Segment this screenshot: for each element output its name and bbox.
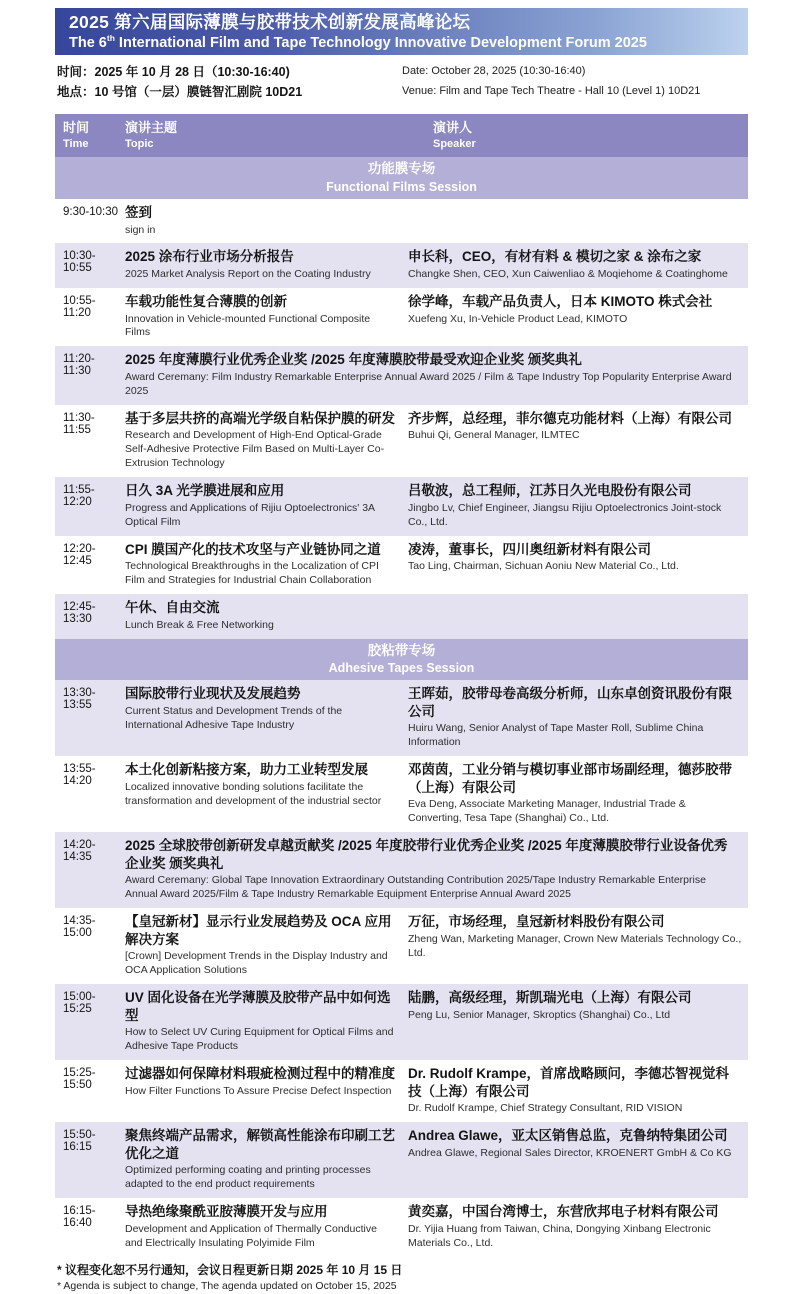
topic-zh: CPI 膜国产化的技术攻坚与产业链协同之道 xyxy=(125,541,381,557)
agenda-row xyxy=(55,199,748,244)
forum-title-en-pre: The 6 xyxy=(69,34,107,51)
row-topic xyxy=(118,204,408,238)
row-speaker xyxy=(408,1127,748,1192)
row-time: 9:30-10:30 xyxy=(63,205,118,218)
agenda-rows xyxy=(55,157,748,1256)
row-speaker xyxy=(408,541,748,588)
topic-zh: 签到 xyxy=(125,204,152,220)
row-topic xyxy=(118,685,408,750)
row-speaker xyxy=(408,989,748,1054)
row-time: 13:30-13:55 xyxy=(63,687,96,712)
speaker-zh: Dr. Rudolf Krampe，首席战略顾问，李德芯智视觉科技（上海）有限公司 xyxy=(408,1066,730,1099)
forum-title-en xyxy=(69,33,734,52)
topic-en: 2025 Market Analysis Report on the Coating Industry xyxy=(125,268,371,280)
row-topic xyxy=(118,541,408,588)
content-column xyxy=(55,8,748,1294)
agenda-row xyxy=(55,1122,748,1198)
speaker-en: Changke Shen, CEO, Xun Caiwenliao & Moqiehome & Coatinghome xyxy=(408,268,728,280)
session-title-en: Functional Films Session xyxy=(326,179,477,194)
speaker-en: Zheng Wan, Marketing Manager, Crown New Materials Technology Co., Ltd. xyxy=(408,932,742,959)
topic-zh: 午休、自由交流 xyxy=(125,600,220,616)
row-topic xyxy=(118,482,408,529)
speaker-zh: 万征，市场经理，皇冠新材料股份有限公司 xyxy=(408,914,665,930)
speaker-zh: 申长科，CEO，有材有料 & 模切之家 & 涂布之家 xyxy=(408,249,702,265)
row-topic xyxy=(118,351,748,398)
topic-en: sign in xyxy=(125,223,156,236)
table-header-speaker-en: Speaker xyxy=(433,138,476,151)
agenda-row xyxy=(55,243,748,288)
speaker-en: Xuefeng Xu, In-Vehicle Product Lead, KIMOTO xyxy=(408,312,628,325)
speaker-en: Dr. Rudolf Krampe, Chief Strategy Consultant, RID VISION xyxy=(408,1102,683,1115)
topic-en: Lunch Break & Free Networking xyxy=(125,618,274,631)
row-time: 15:25-15:50 xyxy=(63,1067,96,1092)
topic-en: [Crown] Development Trends in the Display Industry and OCA Application Solutions xyxy=(125,950,388,977)
topic-en: How to Select UV Curing Equipment for Optical Films and Adhesive Tape Products xyxy=(125,1026,394,1053)
table-header-topic-zh: 演讲主题 xyxy=(125,120,178,135)
footnote-en: * Agenda is subject to change, The agenda updated on October 15, 2025 xyxy=(57,1279,397,1292)
table-header-speaker xyxy=(408,119,748,151)
speaker-en: Buhui Qi, General Manager, ILMTEC xyxy=(408,429,580,442)
topic-zh: 2025 年度薄膜行业优秀企业奖 /2025 年度薄膜胶带最受欢迎企业奖 颁奖典礼 xyxy=(125,352,582,368)
row-time: 15:50-16:15 xyxy=(63,1129,96,1154)
agenda-row xyxy=(55,346,748,404)
speaker-en: Eva Deng, Associate Marketing Manager, Industrial Trade & Converting, Tesa Tape (Shanghai) Co., Ltd. xyxy=(408,798,686,825)
row-speaker xyxy=(408,248,748,282)
row-topic xyxy=(118,761,408,826)
row-time: 13:55-14:20 xyxy=(63,763,96,788)
row-time: 10:30-10:55 xyxy=(63,250,96,275)
row-topic xyxy=(118,913,408,978)
row-speaker xyxy=(408,761,748,826)
row-time: 12:20-12:45 xyxy=(63,542,96,567)
row-topic xyxy=(118,599,408,633)
agenda-row xyxy=(55,1198,748,1256)
table-header-topic-en: Topic xyxy=(125,138,154,151)
row-time: 11:30-11:55 xyxy=(63,411,95,436)
page xyxy=(0,8,800,1292)
row-time: 10:55-11:20 xyxy=(63,294,96,319)
event-venue-en: Venue: Film and Tape Tech Theatre - Hall 10 (Level 1) 10D21 xyxy=(402,84,701,97)
topic-en: Current Status and Development Trends of the International Adhesive Tape Industry xyxy=(125,704,343,731)
topic-zh: 【皇冠新材】显示行业发展趋势及 OCA 应用解决方案 xyxy=(125,914,392,947)
row-time: 12:45-13:30 xyxy=(63,601,96,626)
topic-zh: 2025 全球胶带创新研发卓越贡献奖 /2025 年度胶带行业优秀企业奖 /2025 年度薄膜胶带行业设备优秀企业奖 颁奖典礼 xyxy=(125,838,728,871)
topic-zh: 日久 3A 光学膜进展和应用 xyxy=(125,483,285,499)
speaker-zh: 黄奕嘉，中国台湾博士，东营欣邦电子材料有限公司 xyxy=(408,1204,719,1220)
row-topic xyxy=(118,410,408,471)
event-info-en xyxy=(402,62,700,102)
table-header-topic xyxy=(118,119,408,151)
speaker-en: Huiru Wang, Senior Analyst of Tape Master Roll, Sublime China Information xyxy=(408,722,704,749)
agenda-row xyxy=(55,908,748,984)
row-topic xyxy=(118,1203,408,1250)
table-header-time xyxy=(55,119,118,151)
topic-zh: 导热绝缘聚酰亚胺薄膜开发与应用 xyxy=(125,1204,328,1220)
speaker-zh: 徐学峰，车载产品负责人，日本 KIMOTO 株式会社 xyxy=(408,293,713,309)
event-date-en: Date: October 28, 2025 (10:30-16:40) xyxy=(402,65,586,77)
row-speaker xyxy=(408,1203,748,1250)
footnote-zh: * 议程变化恕不另行通知，会议日程更新日期 2025 年 10 月 15 日 xyxy=(57,1262,403,1277)
session-header xyxy=(55,157,748,198)
topic-en: Award Ceremany: Global Tape Innovation Extraordinary Outstanding Contribution 2025/Tape Industry Remarkable Enterprise Annual Award 2025/Film & Tape Industry Remarkable Equipment Enterprise Annual Award 2025 xyxy=(125,874,706,901)
topic-en: How Filter Functions To Assure Precise Defect Inspection xyxy=(125,1084,392,1097)
topic-zh: 2025 涂布行业市场分析报告 xyxy=(125,249,294,265)
topic-zh: 国际胶带行业现状及发展趋势 xyxy=(125,686,301,702)
row-time: 14:20-14:35 xyxy=(63,839,96,864)
row-time: 11:20-11:30 xyxy=(63,353,95,378)
agenda-row xyxy=(55,984,748,1060)
speaker-zh: 凌涛，董事长，四川奥纽新材料有限公司 xyxy=(408,541,651,557)
footnote xyxy=(55,1257,748,1294)
row-topic xyxy=(118,989,408,1054)
speaker-en: Dr. Yijia Huang from Taiwan, China, Dongying Xinbang Electronic Materials Co., Ltd. xyxy=(408,1222,711,1249)
forum-title-en-post: International Film and Tape Technology Innovative Development Forum 2025 xyxy=(114,34,647,51)
row-topic xyxy=(118,1127,408,1192)
speaker-zh: Andrea Glawe，亚太区销售总监，克鲁纳特集团公司 xyxy=(408,1128,728,1144)
agenda-row xyxy=(55,477,748,535)
topic-en: Localized innovative bonding solutions facilitate the transformation and development of the industrial sector xyxy=(125,780,382,807)
event-venue-zh: 地点：10 号馆（一层）膜链智汇剧院 10D21 xyxy=(57,85,303,99)
topic-zh: 聚焦终端产品需求，解锁高性能涂布印刷工艺优化之道 xyxy=(125,1128,395,1161)
speaker-en: Jingbo Lv, Chief Engineer, Jiangsu Rijiu Optoelectronics Joint-stock Co., Ltd. xyxy=(408,501,722,528)
row-speaker xyxy=(408,1065,748,1116)
session-title-zh: 功能膜专场 xyxy=(367,161,436,177)
agenda-row xyxy=(55,536,748,594)
agenda-row xyxy=(55,594,748,639)
speaker-en: Tao Ling, Chairman, Sichuan Aoniu New Material Co., Ltd. xyxy=(408,560,679,573)
agenda-row xyxy=(55,832,748,908)
table-header-speaker-zh: 演讲人 xyxy=(433,120,473,135)
row-time: 11:55-12:20 xyxy=(63,484,95,509)
speaker-zh: 吕敬波，总工程师，江苏日久光电股份有限公司 xyxy=(408,483,692,499)
session-title-en: Adhesive Tapes Session xyxy=(328,660,475,675)
speaker-en: Peng Lu, Senior Manager, Skroptics (Shanghai) Co., Ltd xyxy=(408,1008,671,1021)
row-speaker xyxy=(408,913,748,978)
table-header-time-zh: 时间 xyxy=(63,120,90,135)
speaker-zh: 陆鹏，高级经理，斯凯瑞光电（上海）有限公司 xyxy=(408,990,692,1006)
row-time: 16:15-16:40 xyxy=(63,1205,96,1230)
event-info xyxy=(55,55,748,108)
agenda-row xyxy=(55,756,748,832)
row-speaker xyxy=(408,293,748,340)
speaker-zh: 王晖茹，胶带母卷高级分析师，山东卓创资讯股份有限公司 xyxy=(408,686,732,719)
topic-zh: 基于多层共挤的高端光学级自粘保护膜的研发 xyxy=(125,410,395,426)
topic-en: Award Ceremany: Film Industry Remarkable Enterprise Annual Award 2025 / Film & Tape Industry Top Popularity Enterprise Award 2025 xyxy=(125,370,732,397)
topic-en: Optimized performing coating and printing processes adapted to the end product requirements xyxy=(125,1164,371,1191)
table-header xyxy=(55,114,748,157)
session-title-zh: 胶粘带专场 xyxy=(367,642,436,658)
session-header xyxy=(55,639,748,680)
forum-title-zh: 2025 第六届国际薄膜与胶带技术创新发展高峰论坛 xyxy=(69,11,471,32)
row-speaker xyxy=(408,482,748,529)
agenda-row xyxy=(55,680,748,756)
row-time: 15:00-15:25 xyxy=(63,991,96,1016)
event-info-zh xyxy=(57,62,402,102)
agenda-row xyxy=(55,1060,748,1122)
title-banner xyxy=(55,8,748,55)
speaker-zh: 邓茵茵，工业分销与模切事业部市场副经理，德莎胶带（上海）有限公司 xyxy=(408,762,732,795)
row-time: 14:35-15:00 xyxy=(63,915,96,940)
row-topic xyxy=(118,1065,408,1116)
agenda-row xyxy=(55,288,748,346)
agenda-row xyxy=(55,405,748,477)
table-header-time-en: Time xyxy=(63,138,89,151)
topic-en: Progress and Applications of Rijiu Optoelectronics' 3A Optical Film xyxy=(125,501,375,528)
forum-title-en-sup: th xyxy=(106,32,115,43)
speaker-en: Andrea Glawe, Regional Sales Director, KROENERT GmbH & Co KG xyxy=(408,1146,732,1159)
event-time-zh: 时间：2025 年 10 月 28 日（10:30-16:40) xyxy=(57,65,290,79)
row-topic xyxy=(118,248,408,282)
topic-zh: UV 固化设备在光学薄膜及胶带产品中如何选型 xyxy=(125,990,391,1023)
topic-en: Innovation in Vehicle-mounted Functional Composite Films xyxy=(125,312,371,339)
row-topic xyxy=(118,837,748,902)
topic-zh: 过滤器如何保障材料瑕疵检测过程中的精准度 xyxy=(125,1066,395,1082)
topic-zh: 本土化创新粘接方案，助力工业转型发展 xyxy=(125,762,368,778)
topic-en: Development and Application of Thermally Conductive and Electrically Insulating Polyimide Film xyxy=(125,1222,377,1249)
row-speaker xyxy=(408,685,748,750)
topic-zh: 车载功能性复合薄膜的创新 xyxy=(125,293,287,309)
speaker-zh: 齐步辉，总经理，菲尔德克功能材料（上海）有限公司 xyxy=(408,410,732,426)
topic-en: Technological Breakthroughs in the Localization of CPI Film and Strategies for Industrial Chain Collaboration xyxy=(125,560,379,587)
topic-en: Research and Development of High-End Optical-Grade Self-Adhesive Protective Film Based on Multi-Layer Co-Extrusion Technology xyxy=(125,429,385,470)
row-topic xyxy=(118,293,408,340)
row-speaker xyxy=(408,410,748,471)
